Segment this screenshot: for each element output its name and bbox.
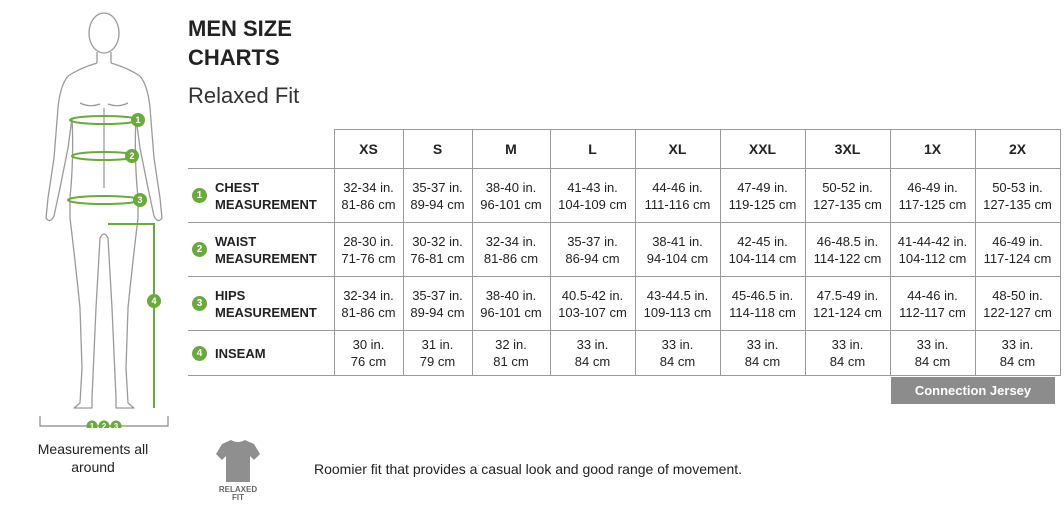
table-cell: 28-30 in. 71-76 cm	[334, 223, 403, 277]
table-cell: 32-34 in. 81-86 cm	[472, 223, 550, 277]
table-cell: 44-46 in. 112-117 cm	[890, 277, 975, 331]
table-cell: 46-49 in. 117-125 cm	[890, 169, 975, 223]
size-header: XXL	[720, 130, 805, 169]
table-cell: 33 in. 84 cm	[890, 331, 975, 376]
table-cell: 32-34 in. 81-86 cm	[334, 169, 403, 223]
table-cell: 30-32 in. 76-81 cm	[403, 223, 472, 277]
table-cell: 32-34 in. 81-86 cm	[334, 277, 403, 331]
table-cell: 46-48.5 in. 114-122 cm	[805, 223, 890, 277]
header-corner	[188, 130, 334, 169]
row-label-chest: 1 CHEST MEASUREMENT	[188, 169, 334, 223]
table-cell: 41-44-42 in. 104-112 cm	[890, 223, 975, 277]
row-label-inseam: 4 INSEAM	[188, 331, 334, 376]
marker-1: 1	[135, 115, 141, 125]
table-cell: 30 in. 76 cm	[334, 331, 403, 376]
table-row-hips	[188, 277, 1060, 331]
marker-3: 3	[137, 195, 143, 205]
table-cell: 50-52 in. 127-135 cm	[805, 169, 890, 223]
table-cell: 47-49 in. 119-125 cm	[720, 169, 805, 223]
table-cell: 38-41 in. 94-104 cm	[635, 223, 720, 277]
svg-text:3: 3	[113, 422, 119, 428]
figure-caption: Measurements all around	[37, 441, 149, 475]
marker-4-icon: 4	[192, 346, 207, 361]
marker-3-icon: 3	[192, 296, 207, 311]
connection-jersey-tag[interactable]: Connection Jersey	[891, 377, 1055, 404]
table-cell: 40.5-42 in. 103-107 cm	[550, 277, 635, 331]
table-cell: 38-40 in. 96-101 cm	[472, 169, 550, 223]
table-cell: 35-37 in. 89-94 cm	[403, 169, 472, 223]
svg-text:2: 2	[101, 422, 107, 428]
table-cell: 33 in. 84 cm	[550, 331, 635, 376]
table-cell: 32 in. 81 cm	[472, 331, 550, 376]
row-label-hips: 3 HIPS MEASUREMENT	[188, 277, 334, 331]
size-chart-table	[188, 129, 1061, 376]
fit-description: Roomier fit that provides a casual look and good range of movement.	[314, 461, 743, 477]
size-header: 1X	[890, 130, 975, 169]
marker-1-icon: 1	[192, 188, 207, 203]
table-cell: 33 in. 84 cm	[635, 331, 720, 376]
size-header: 3XL	[805, 130, 890, 169]
table-cell: 48-50 in. 122-127 cm	[975, 277, 1060, 331]
marker-2: 2	[129, 151, 135, 161]
marker-4: 4	[151, 296, 157, 306]
table-cell: 38-40 in. 96-101 cm	[472, 277, 550, 331]
table-cell: 44-46 in. 111-116 cm	[635, 169, 720, 223]
page-title	[188, 14, 292, 72]
table-cell: 35-37 in. 86-94 cm	[550, 223, 635, 277]
table-cell: 33 in. 84 cm	[975, 331, 1060, 376]
title-line-2: CHARTS	[188, 45, 280, 70]
size-header: XL	[635, 130, 720, 169]
row-label-waist: 2 WAIST MEASUREMENT	[188, 223, 334, 277]
marker-2-icon: 2	[192, 242, 207, 257]
table-cell: 43-44.5 in. 109-113 cm	[635, 277, 720, 331]
title-line-1: MEN SIZE	[188, 16, 292, 41]
table-cell: 46-49 in. 117-124 cm	[975, 223, 1060, 277]
table-cell: 35-37 in. 89-94 cm	[403, 277, 472, 331]
table-row-chest	[188, 169, 1060, 223]
table-row-inseam	[188, 331, 1060, 376]
size-header-row	[188, 130, 1060, 169]
table-cell: 33 in. 84 cm	[720, 331, 805, 376]
size-header: M	[472, 130, 550, 169]
table-cell: 50-53 in. 127-135 cm	[975, 169, 1060, 223]
table-cell: 45-46.5 in. 114-118 cm	[720, 277, 805, 331]
svg-text:1: 1	[89, 422, 95, 428]
body-measurement-figure	[20, 8, 170, 428]
table-cell: 31 in. 79 cm	[403, 331, 472, 376]
relaxed-fit-label: RELAXED FIT	[218, 485, 258, 502]
table-row-waist	[188, 223, 1060, 277]
fit-subtitle: Relaxed Fit	[188, 83, 300, 108]
size-header: XS	[334, 130, 403, 169]
size-header: 2X	[975, 130, 1060, 169]
size-header: L	[550, 130, 635, 169]
table-cell: 42-45 in. 104-114 cm	[720, 223, 805, 277]
table-cell: 41-43 in. 104-109 cm	[550, 169, 635, 223]
table-cell: 47.5-49 in. 121-124 cm	[805, 277, 890, 331]
size-header: S	[403, 130, 472, 169]
table-cell: 33 in. 84 cm	[805, 331, 890, 376]
